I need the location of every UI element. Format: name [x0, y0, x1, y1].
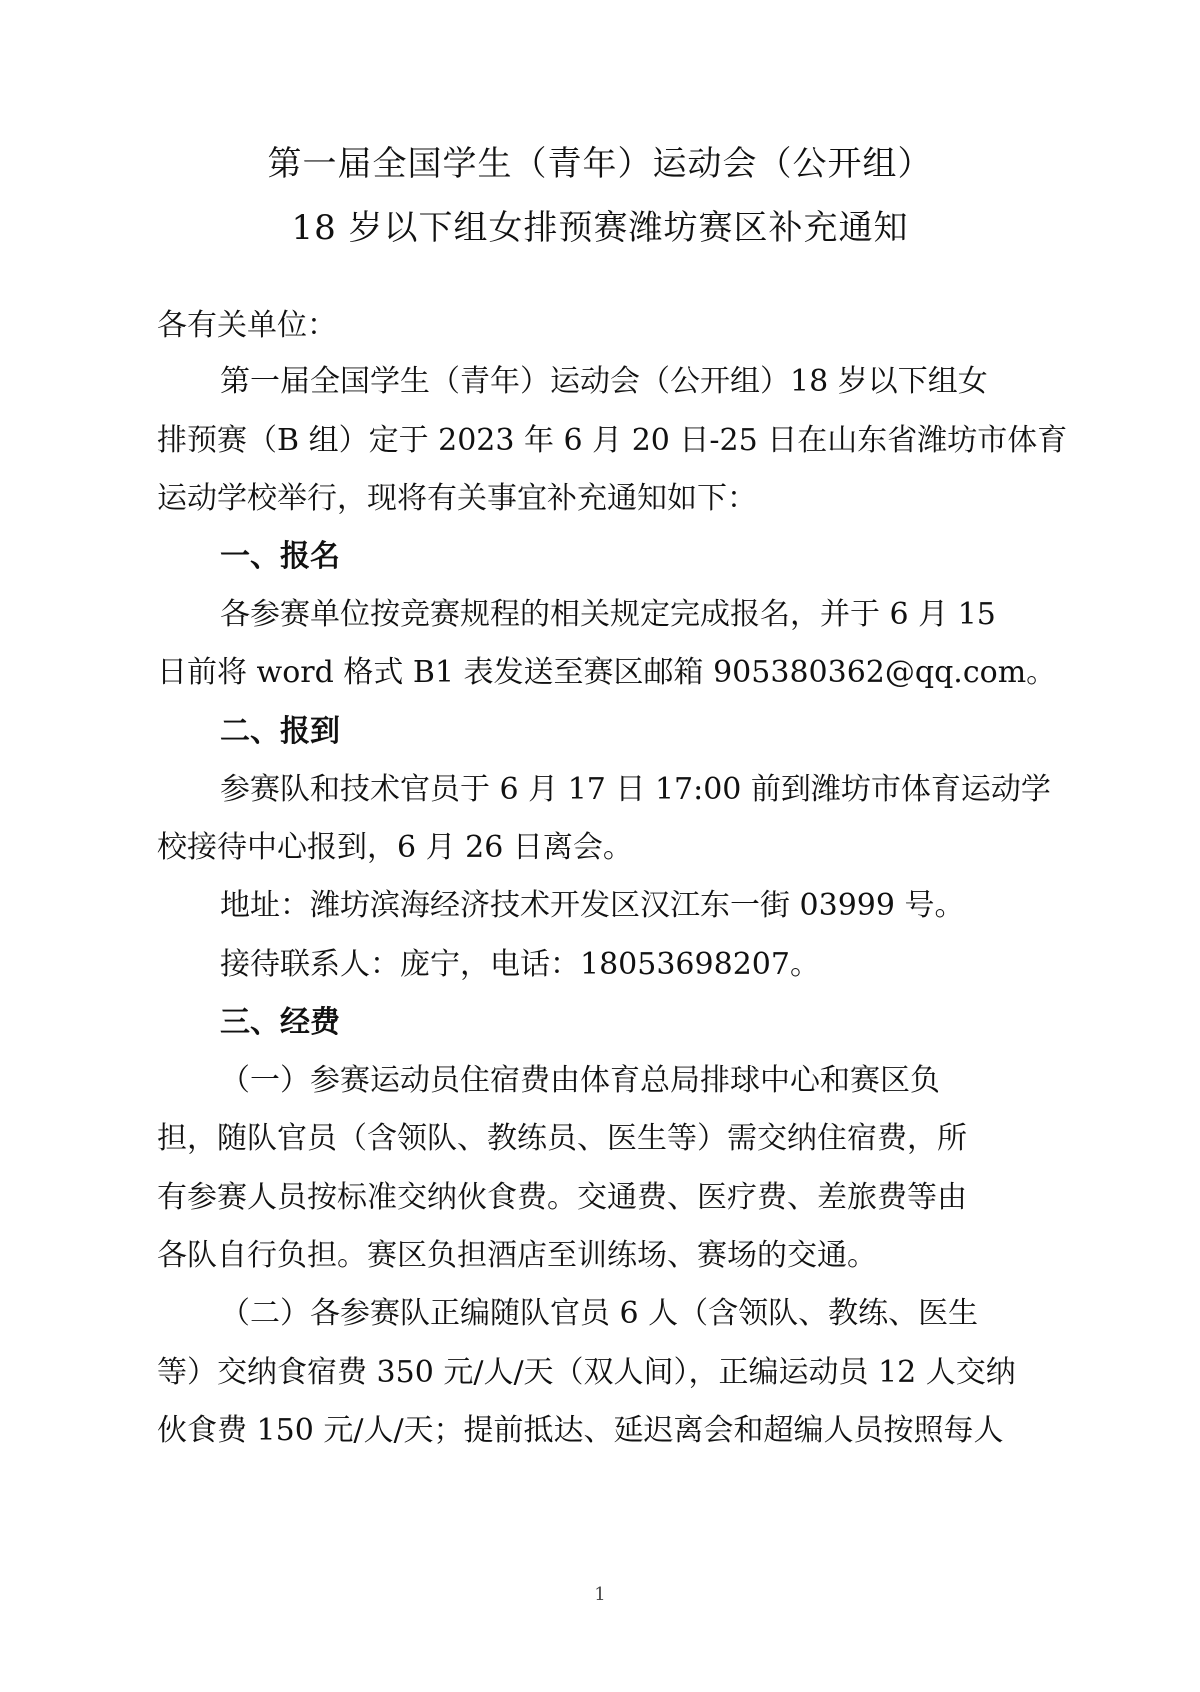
section-3-para1-line: 各队自行负担。赛区负担酒店至训练场、赛场的交通。 [157, 1238, 877, 1273]
section-1-heading: 一、报名 [220, 539, 340, 574]
section-3-para1-line: （一）参赛运动员住宿费由体育总局排球中心和赛区负 [220, 1063, 940, 1098]
section-2-heading: 二、报到 [220, 714, 340, 749]
intro-line: 运动学校举行，现将有关事宜补充通知如下： [157, 481, 757, 516]
title-line-2: 18 岁以下组女排预赛潍坊赛区补充通知 [291, 208, 909, 248]
section-1-line: 日前将 word 格式 B1 表发送至赛区邮箱 905380362@qq.com。 [157, 655, 1057, 690]
section-1-line: 各参赛单位按竞赛规程的相关规定完成报名，并于 6 月 15 [220, 597, 996, 632]
section-3-para2-line: 等）交纳食宿费 350 元/人/天（双人间），正编运动员 12 人交纳 [157, 1355, 1016, 1390]
intro-line: 第一届全国学生（青年）运动会（公开组）18 岁以下组女 [220, 364, 988, 399]
section-3-para1-line: 担，随队官员（含领队、教练员、医生等）需交纳住宿费，所 [157, 1121, 967, 1156]
section-2-line: 参赛队和技术官员于 6 月 17 日 17:00 前到潍坊市体育运动学 [220, 772, 1051, 807]
intro-line: 排预赛（B 组）定于 2023 年 6 月 20 日-25 日在山东省潍坊市体育 [157, 423, 1068, 458]
page-number: 1 [594, 1584, 606, 1605]
salutation: 各有关单位： [157, 308, 337, 343]
section-2-line: 校接待中心报到，6 月 26 日离会。 [157, 830, 633, 865]
section-3-para1-line: 有参赛人员按标准交纳伙食费。交通费、医疗费、差旅费等由 [157, 1180, 967, 1215]
address-line: 地址：潍坊滨海经济技术开发区汉江东一街 03999 号。 [220, 888, 965, 923]
contact-line: 接待联系人：庞宁，电话：18053698207。 [220, 947, 820, 982]
section-3-para2-line: （二）各参赛队正编随队官员 6 人（含领队、教练、医生 [220, 1296, 979, 1331]
section-3-para2-line: 伙食费 150 元/人/天；提前抵达、延迟离会和超编人员按照每人 [157, 1413, 1004, 1448]
section-3-heading: 三、经费 [220, 1005, 340, 1040]
title-line-1: 第一届全国学生（青年）运动会（公开组） [267, 144, 933, 184]
